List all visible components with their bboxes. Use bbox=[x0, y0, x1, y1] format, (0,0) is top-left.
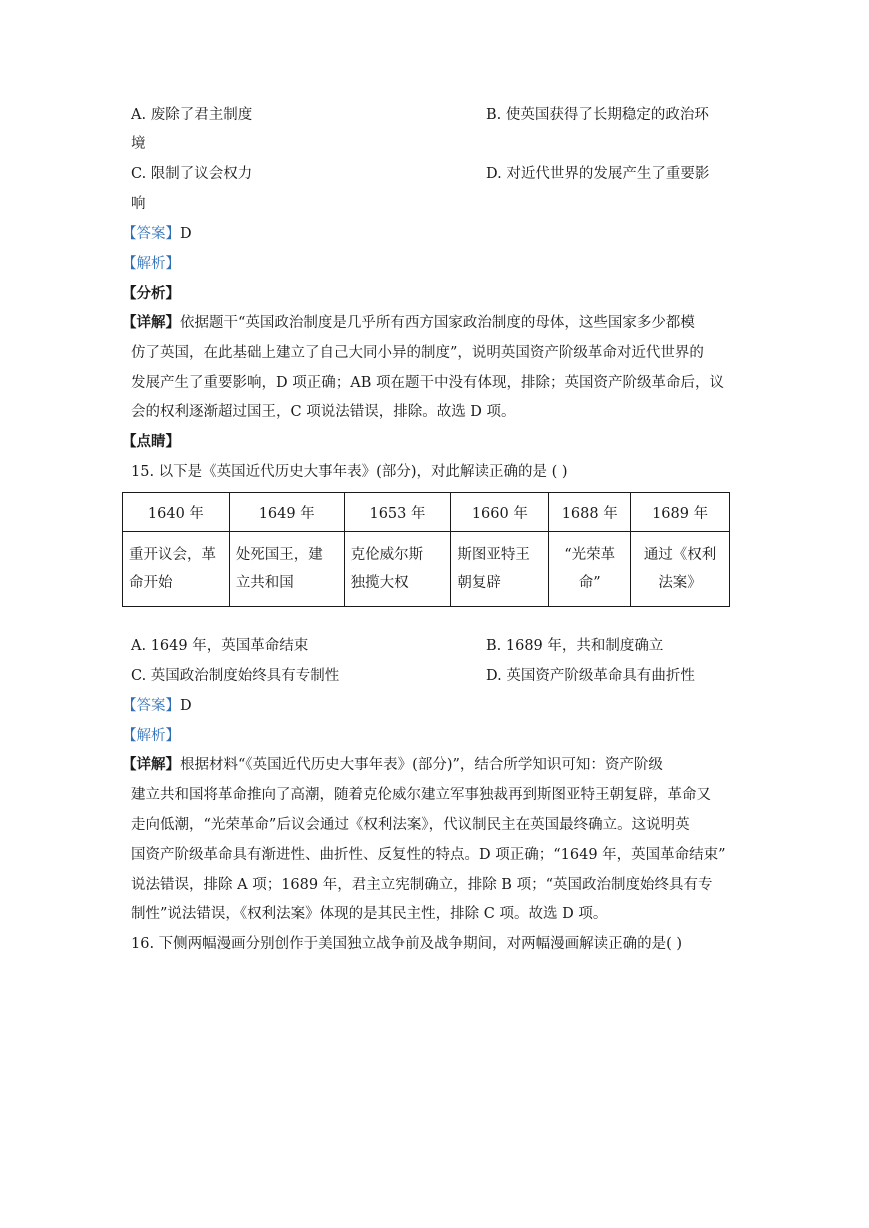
event-line: 独揽大权 bbox=[350, 575, 409, 591]
q15-option-c: C. 英国政治制度始终具有专制性 bbox=[131, 668, 340, 684]
q15-option-d: D. 英国资产阶级革命具有曲折性 bbox=[486, 668, 695, 684]
event-line: 通过《权利 bbox=[643, 547, 717, 563]
event-line: 命开始 bbox=[129, 575, 173, 591]
q14-detail-line-4: 会的权利逐渐超过国王，C 项说法错误，排除。故选 D 项。 bbox=[131, 404, 516, 420]
event-line: 朝复辟 bbox=[457, 575, 501, 591]
q15-detail-line-6: 制性”说法错误，《权利法案》体现的是其民主性，排除 C 项。故选 D 项。 bbox=[131, 906, 608, 922]
q15-option-a: A. 1649 年，英国革命结束 bbox=[131, 638, 309, 654]
events-timeline-table bbox=[122, 492, 730, 607]
q14-detail-line-3: 发展产生了重要影响，D 项正确；AB 项在题干中没有体现，排除；英国资产阶级革命后，议 bbox=[131, 375, 724, 391]
event-line: 立共和国 bbox=[235, 575, 294, 591]
year-cell: 1653 年 bbox=[344, 493, 451, 532]
q15-detail-line-4: 国资产阶级革命具有渐进性、曲折性、反复性的特点。D 项正确；“1649 年，英国革命结束” bbox=[131, 847, 726, 863]
event-line: 命” bbox=[578, 575, 601, 591]
q14-option-b-wrap: 境 bbox=[131, 136, 146, 152]
q15-detail-line-1 bbox=[122, 755, 663, 775]
q14-answer bbox=[122, 224, 192, 244]
q14-option-a: A. 废除了君主制度 bbox=[131, 107, 253, 123]
detail-label: 【详解】 bbox=[122, 756, 180, 773]
event-cell bbox=[631, 532, 730, 607]
answer-value: D bbox=[180, 698, 192, 714]
q15-stem: 15. 以下是《英国近代历史大事年表》(部分)，对此解读正确的是 ( ) bbox=[131, 464, 568, 480]
year-cell: 1649 年 bbox=[229, 493, 344, 532]
q14-option-c: C. 限制了议会权力 bbox=[131, 166, 253, 182]
q14-option-d: D. 对近代世界的发展产生了重要影 bbox=[486, 166, 710, 182]
q14-option-d-wrap: 响 bbox=[131, 196, 146, 212]
detail-label: 【详解】 bbox=[122, 314, 180, 331]
event-line: 斯图亚特王 bbox=[457, 547, 530, 563]
q14-detail-line-1 bbox=[122, 313, 695, 333]
event-line: 克伦威尔斯 bbox=[350, 547, 424, 563]
event-cell bbox=[451, 532, 549, 607]
event-cell bbox=[344, 532, 451, 607]
detail-text: 根据材料“《英国近代历史大事年表》(部分)”，结合所学知识可知：资产阶级 bbox=[180, 757, 663, 773]
event-cell bbox=[229, 532, 344, 607]
q15-detail-line-2: 建立共和国将革命推向了高潮，随着克伦威尔建立军事独裁再到斯图亚特王朝复辟，革命又 bbox=[131, 787, 711, 803]
answer-label: 【答案】 bbox=[122, 698, 180, 714]
table-row-years bbox=[123, 493, 730, 532]
event-cell bbox=[549, 532, 631, 607]
q15-option-b: B. 1689 年，共和制度确立 bbox=[486, 638, 664, 654]
q14-fenxi-label: 【分析】 bbox=[122, 285, 180, 302]
q16-stem: 16. 下侧两幅漫画分别创作于美国独立战争前及战争期间，对两幅漫画解读正确的是( ) bbox=[131, 936, 683, 952]
answer-label: 【答案】 bbox=[122, 226, 180, 242]
event-line: 法案》 bbox=[658, 575, 702, 591]
q15-detail-line-3: 走向低潮，“光荣革命”后议会通过《权利法案》，代议制民主在英国最终确立。这说明英 bbox=[131, 817, 690, 833]
q15-analysis-label: 【解析】 bbox=[122, 728, 180, 744]
q14-option-b: B. 使英国获得了长期稳定的政治环 bbox=[486, 107, 709, 123]
year-cell: 1660 年 bbox=[451, 493, 549, 532]
table-row-events bbox=[123, 532, 730, 607]
q15-detail-line-5: 说法错误，排除 A 项；1689 年，君主立宪制确立，排除 B 项；“英国政治制度始终具有专 bbox=[131, 877, 713, 893]
year-cell: 1640 年 bbox=[123, 493, 230, 532]
q15-answer bbox=[122, 696, 192, 716]
event-line: “光荣革 bbox=[564, 547, 616, 563]
q14-detail-line-2: 仿了英国，在此基础上建立了自己大同小异的制度”，说明英国资产阶级革命对近代世界的 bbox=[131, 345, 704, 361]
year-cell: 1689 年 bbox=[631, 493, 730, 532]
detail-text: 依据题干“英国政治制度是几乎所有西方国家政治制度的母体，这些国家多少都模 bbox=[180, 315, 695, 331]
q14-analysis-label: 【解析】 bbox=[122, 256, 180, 272]
answer-value: D bbox=[180, 226, 192, 242]
event-line: 处死国王，建 bbox=[235, 547, 323, 563]
q14-dianjing-label: 【点睛】 bbox=[122, 433, 180, 450]
event-line: 重开议会，革 bbox=[129, 547, 216, 563]
event-cell bbox=[123, 532, 230, 607]
year-cell: 1688 年 bbox=[549, 493, 631, 532]
